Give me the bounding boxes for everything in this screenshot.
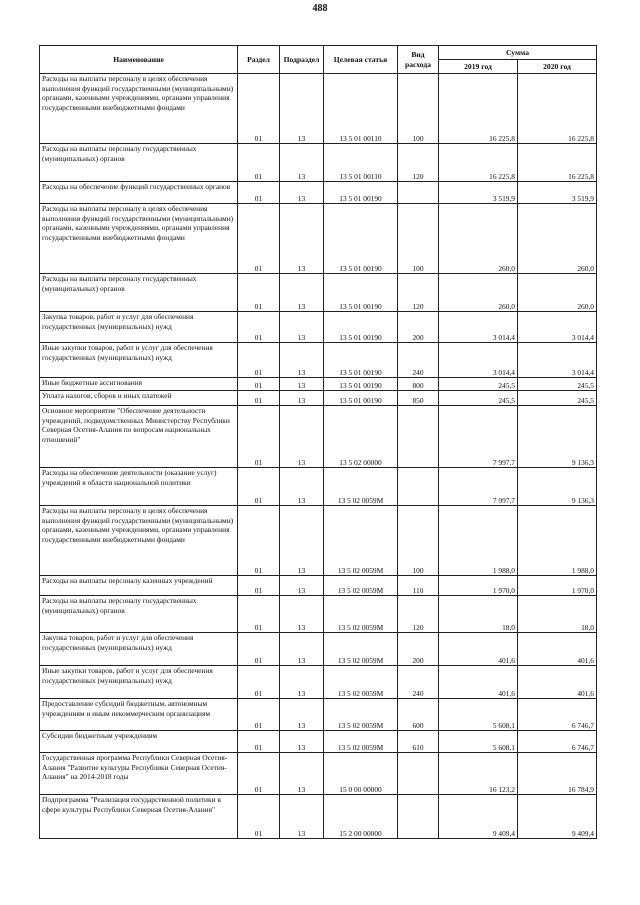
- row-name: Подпрограмма "Реализация государственной политики в сфере культуры Республики Северная Осетия-Алания": [40, 795, 238, 839]
- header-expense-type: Вид расхода: [398, 46, 439, 74]
- row-amount-2019: 245,5: [439, 391, 518, 406]
- row-subsection: 13: [280, 506, 324, 576]
- row-name: Расходы на выплаты персоналу казенных учреждений: [40, 576, 238, 596]
- row-name: Субсидии бюджетным учреждениям: [40, 731, 238, 753]
- row-expense-type: [398, 795, 439, 839]
- row-section: 01: [238, 274, 280, 312]
- row-expense-type: 120: [398, 274, 439, 312]
- row-target-article: 15 0 00 00000: [324, 753, 398, 795]
- row-amount-2019: 245,5: [439, 378, 518, 391]
- row-amount-2019: 1 988,0: [439, 506, 518, 576]
- row-name: Закупка товаров, работ и услуг для обеспечения государственных (муниципальных) нужд: [40, 312, 238, 343]
- table-body: [40, 74, 597, 839]
- row-amount-2019: 401,6: [439, 666, 518, 699]
- row-target-article: 13 5 02 0059M: [324, 596, 398, 633]
- row-expense-type: 110: [398, 576, 439, 596]
- row-target-article: 13 5 01 00190: [324, 274, 398, 312]
- table-row: [40, 74, 597, 144]
- row-amount-2020: 1 988,0: [518, 506, 597, 576]
- row-target-article: 13 5 01 00110: [324, 74, 398, 144]
- row-section: 01: [238, 204, 280, 274]
- row-subsection: 13: [280, 633, 324, 666]
- row-target-article: 13 5 01 00190: [324, 391, 398, 406]
- row-section: 01: [238, 182, 280, 204]
- row-name: Расходы на обеспечение деятельности (оказание услуг) учреждений в области национальной политики: [40, 468, 238, 506]
- row-amount-2020: 3 014,4: [518, 343, 597, 378]
- table-row: [40, 312, 597, 343]
- row-amount-2020: 9 136,3: [518, 406, 597, 468]
- row-name: Расходы на выплаты персоналу государственных (муниципальных) органов: [40, 144, 238, 182]
- row-section: 01: [238, 144, 280, 182]
- row-section: 01: [238, 731, 280, 753]
- row-expense-type: 200: [398, 633, 439, 666]
- row-amount-2019: 5 608,1: [439, 731, 518, 753]
- row-target-article: 13 5 01 00190: [324, 312, 398, 343]
- table-row: [40, 144, 597, 182]
- row-amount-2019: 7 997,7: [439, 468, 518, 506]
- row-target-article: 13 5 02 0059M: [324, 666, 398, 699]
- row-amount-2020: 245,5: [518, 378, 597, 391]
- header-year-2020: 2020 год: [518, 60, 597, 74]
- row-expense-type: [398, 753, 439, 795]
- table-row: [40, 596, 597, 633]
- row-amount-2020: 16 225,8: [518, 144, 597, 182]
- row-amount-2019: 16 225,8: [439, 144, 518, 182]
- row-amount-2020: 9 136,3: [518, 468, 597, 506]
- row-amount-2019: 3 014,4: [439, 343, 518, 378]
- row-amount-2020: 3 014,4: [518, 312, 597, 343]
- table-row: [40, 182, 597, 204]
- row-name: Иные закупки товаров, работ и услуг для обеспечения государственных (муниципальных) нужд: [40, 343, 238, 378]
- row-section: 01: [238, 596, 280, 633]
- row-amount-2019: 16 225,8: [439, 74, 518, 144]
- header-year-2019: 2019 год: [439, 60, 518, 74]
- row-expense-type: 200: [398, 312, 439, 343]
- table-row: [40, 378, 597, 391]
- row-amount-2019: 260,0: [439, 204, 518, 274]
- row-expense-type: 100: [398, 506, 439, 576]
- row-section: 01: [238, 74, 280, 144]
- row-expense-type: 610: [398, 731, 439, 753]
- row-expense-type: 120: [398, 596, 439, 633]
- row-target-article: 13 5 02 0059M: [324, 576, 398, 596]
- row-amount-2019: 401,6: [439, 633, 518, 666]
- table-row: [40, 406, 597, 468]
- row-name: Основное мероприятие "Обеспечение деятельности учреждений, подведомственных Министерству Республики Северная Осетия-Алания по вопросам национальных отношений": [40, 406, 238, 468]
- row-target-article: 13 5 01 00190: [324, 182, 398, 204]
- row-subsection: 13: [280, 666, 324, 699]
- row-target-article: 13 5 02 0059M: [324, 633, 398, 666]
- row-subsection: 13: [280, 312, 324, 343]
- row-subsection: 13: [280, 74, 324, 144]
- row-subsection: 13: [280, 795, 324, 839]
- header-name: Наименование: [40, 46, 238, 74]
- table-row: [40, 274, 597, 312]
- row-section: 01: [238, 391, 280, 406]
- row-amount-2020: 6 746,7: [518, 699, 597, 731]
- row-expense-type: 120: [398, 144, 439, 182]
- row-subsection: 13: [280, 378, 324, 391]
- row-name: Иные закупки товаров, работ и услуг для обеспечения государственных (муниципальных) нужд: [40, 666, 238, 699]
- row-amount-2020: 401,6: [518, 633, 597, 666]
- row-target-article: 13 5 01 00190: [324, 343, 398, 378]
- row-amount-2020: 6 746,7: [518, 731, 597, 753]
- row-amount-2020: 18,0: [518, 596, 597, 633]
- row-name: Предоставление субсидий бюджетным, автономным учреждениям и иным некоммерческим организациям: [40, 699, 238, 731]
- row-name: Расходы на выплаты персоналу государственных (муниципальных) органов: [40, 596, 238, 633]
- row-expense-type: [398, 406, 439, 468]
- row-subsection: 13: [280, 274, 324, 312]
- row-target-article: 13 5 02 0059M: [324, 468, 398, 506]
- header-sum: Сумма: [439, 46, 597, 60]
- table-row: [40, 699, 597, 731]
- row-target-article: 13 5 02 0059M: [324, 731, 398, 753]
- row-expense-type: 800: [398, 378, 439, 391]
- table-row: [40, 468, 597, 506]
- row-amount-2019: 9 409,4: [439, 795, 518, 839]
- row-expense-type: 240: [398, 666, 439, 699]
- row-section: 01: [238, 312, 280, 343]
- row-expense-type: [398, 468, 439, 506]
- row-amount-2020: 245,5: [518, 391, 597, 406]
- row-expense-type: 850: [398, 391, 439, 406]
- row-section: 01: [238, 753, 280, 795]
- table-row: [40, 576, 597, 596]
- row-expense-type: 240: [398, 343, 439, 378]
- row-target-article: 15 2 00 00000: [324, 795, 398, 839]
- row-amount-2019: 3 014,4: [439, 312, 518, 343]
- row-amount-2019: 5 608,1: [439, 699, 518, 731]
- row-target-article: 13 5 01 00190: [324, 378, 398, 391]
- row-amount-2019: 3 519,9: [439, 182, 518, 204]
- row-amount-2020: 16 784,9: [518, 753, 597, 795]
- row-target-article: 13 5 02 0059M: [324, 699, 398, 731]
- table-row: [40, 795, 597, 839]
- row-name: Расходы на выплаты персоналу в целях обеспечения выполнения функций государственными (муниципальными) органами, казенными учреждениями, органами управления государственными внебюджетными фондами: [40, 204, 238, 274]
- row-section: 01: [238, 795, 280, 839]
- row-amount-2019: 16 123,2: [439, 753, 518, 795]
- row-subsection: 13: [280, 596, 324, 633]
- budget-table: [39, 45, 597, 839]
- row-name: Иные бюджетные ассигнования: [40, 378, 238, 391]
- row-subsection: 13: [280, 391, 324, 406]
- row-amount-2020: 16 225,8: [518, 74, 597, 144]
- row-expense-type: [398, 182, 439, 204]
- row-section: 01: [238, 666, 280, 699]
- row-section: 01: [238, 506, 280, 576]
- table-row: [40, 343, 597, 378]
- header-target: Целевая статья: [324, 46, 398, 74]
- table-header: [40, 46, 597, 74]
- row-section: 01: [238, 633, 280, 666]
- row-section: 01: [238, 576, 280, 596]
- row-expense-type: 600: [398, 699, 439, 731]
- table-row: [40, 666, 597, 699]
- row-section: 01: [238, 699, 280, 731]
- row-expense-type: 100: [398, 204, 439, 274]
- row-name: Расходы на выплаты персоналу в целях обеспечения выполнения функций государственными (муниципальными) органами, казенными учреждениями, органами управления государственными внебюджетными фондами: [40, 506, 238, 576]
- row-target-article: 13 5 02 00000: [324, 406, 398, 468]
- row-target-article: 13 5 01 00110: [324, 144, 398, 182]
- row-amount-2019: 1 970,0: [439, 576, 518, 596]
- row-subsection: 13: [280, 699, 324, 731]
- row-target-article: 13 5 02 0059M: [324, 506, 398, 576]
- row-name: Расходы на выплаты персоналу в целях обеспечения выполнения функций государственными (муниципальными) органами, казенными учреждениями, органами управления государственными внебюджетными фондами: [40, 74, 238, 144]
- row-amount-2019: 18,0: [439, 596, 518, 633]
- row-amount-2020: 1 970,0: [518, 576, 597, 596]
- row-name: Закупка товаров, работ и услуг для обеспечения государственных (муниципальных) нужд: [40, 633, 238, 666]
- row-name: Расходы на выплаты персоналу государственных (муниципальных) органов: [40, 274, 238, 312]
- table-row: [40, 391, 597, 406]
- row-subsection: 13: [280, 406, 324, 468]
- header-section: Раздел: [238, 46, 280, 74]
- row-subsection: 13: [280, 468, 324, 506]
- row-name: Уплата налогов, сборов и иных платежей: [40, 391, 238, 406]
- row-target-article: 13 5 01 00190: [324, 204, 398, 274]
- row-subsection: 13: [280, 576, 324, 596]
- row-subsection: 13: [280, 753, 324, 795]
- table-row: [40, 731, 597, 753]
- row-subsection: 13: [280, 731, 324, 753]
- row-subsection: 13: [280, 343, 324, 378]
- row-section: 01: [238, 406, 280, 468]
- row-amount-2020: 3 519,9: [518, 182, 597, 204]
- row-section: 01: [238, 468, 280, 506]
- row-expense-type: 100: [398, 74, 439, 144]
- row-subsection: 13: [280, 182, 324, 204]
- row-section: 01: [238, 378, 280, 391]
- row-section: 01: [238, 343, 280, 378]
- row-name: Расходы на обеспечение функций государственных органов: [40, 182, 238, 204]
- row-amount-2019: 7 997,7: [439, 406, 518, 468]
- header-subsection: Подраздел: [280, 46, 324, 74]
- row-amount-2019: 260,0: [439, 274, 518, 312]
- row-name: Государственная программа Республики Северная Осетия-Алания "Развитие культуры Республики Северная Осетия-Алания" на 2014-2018 годы: [40, 753, 238, 795]
- row-amount-2020: 9 409,4: [518, 795, 597, 839]
- table-row: [40, 753, 597, 795]
- row-subsection: 13: [280, 144, 324, 182]
- row-amount-2020: 260,0: [518, 204, 597, 274]
- table-row: [40, 204, 597, 274]
- page-number: 488: [312, 3, 328, 14]
- row-amount-2020: 401,6: [518, 666, 597, 699]
- table-row: [40, 506, 597, 576]
- table-row: [40, 633, 597, 666]
- row-subsection: 13: [280, 204, 324, 274]
- row-amount-2020: 260,0: [518, 274, 597, 312]
